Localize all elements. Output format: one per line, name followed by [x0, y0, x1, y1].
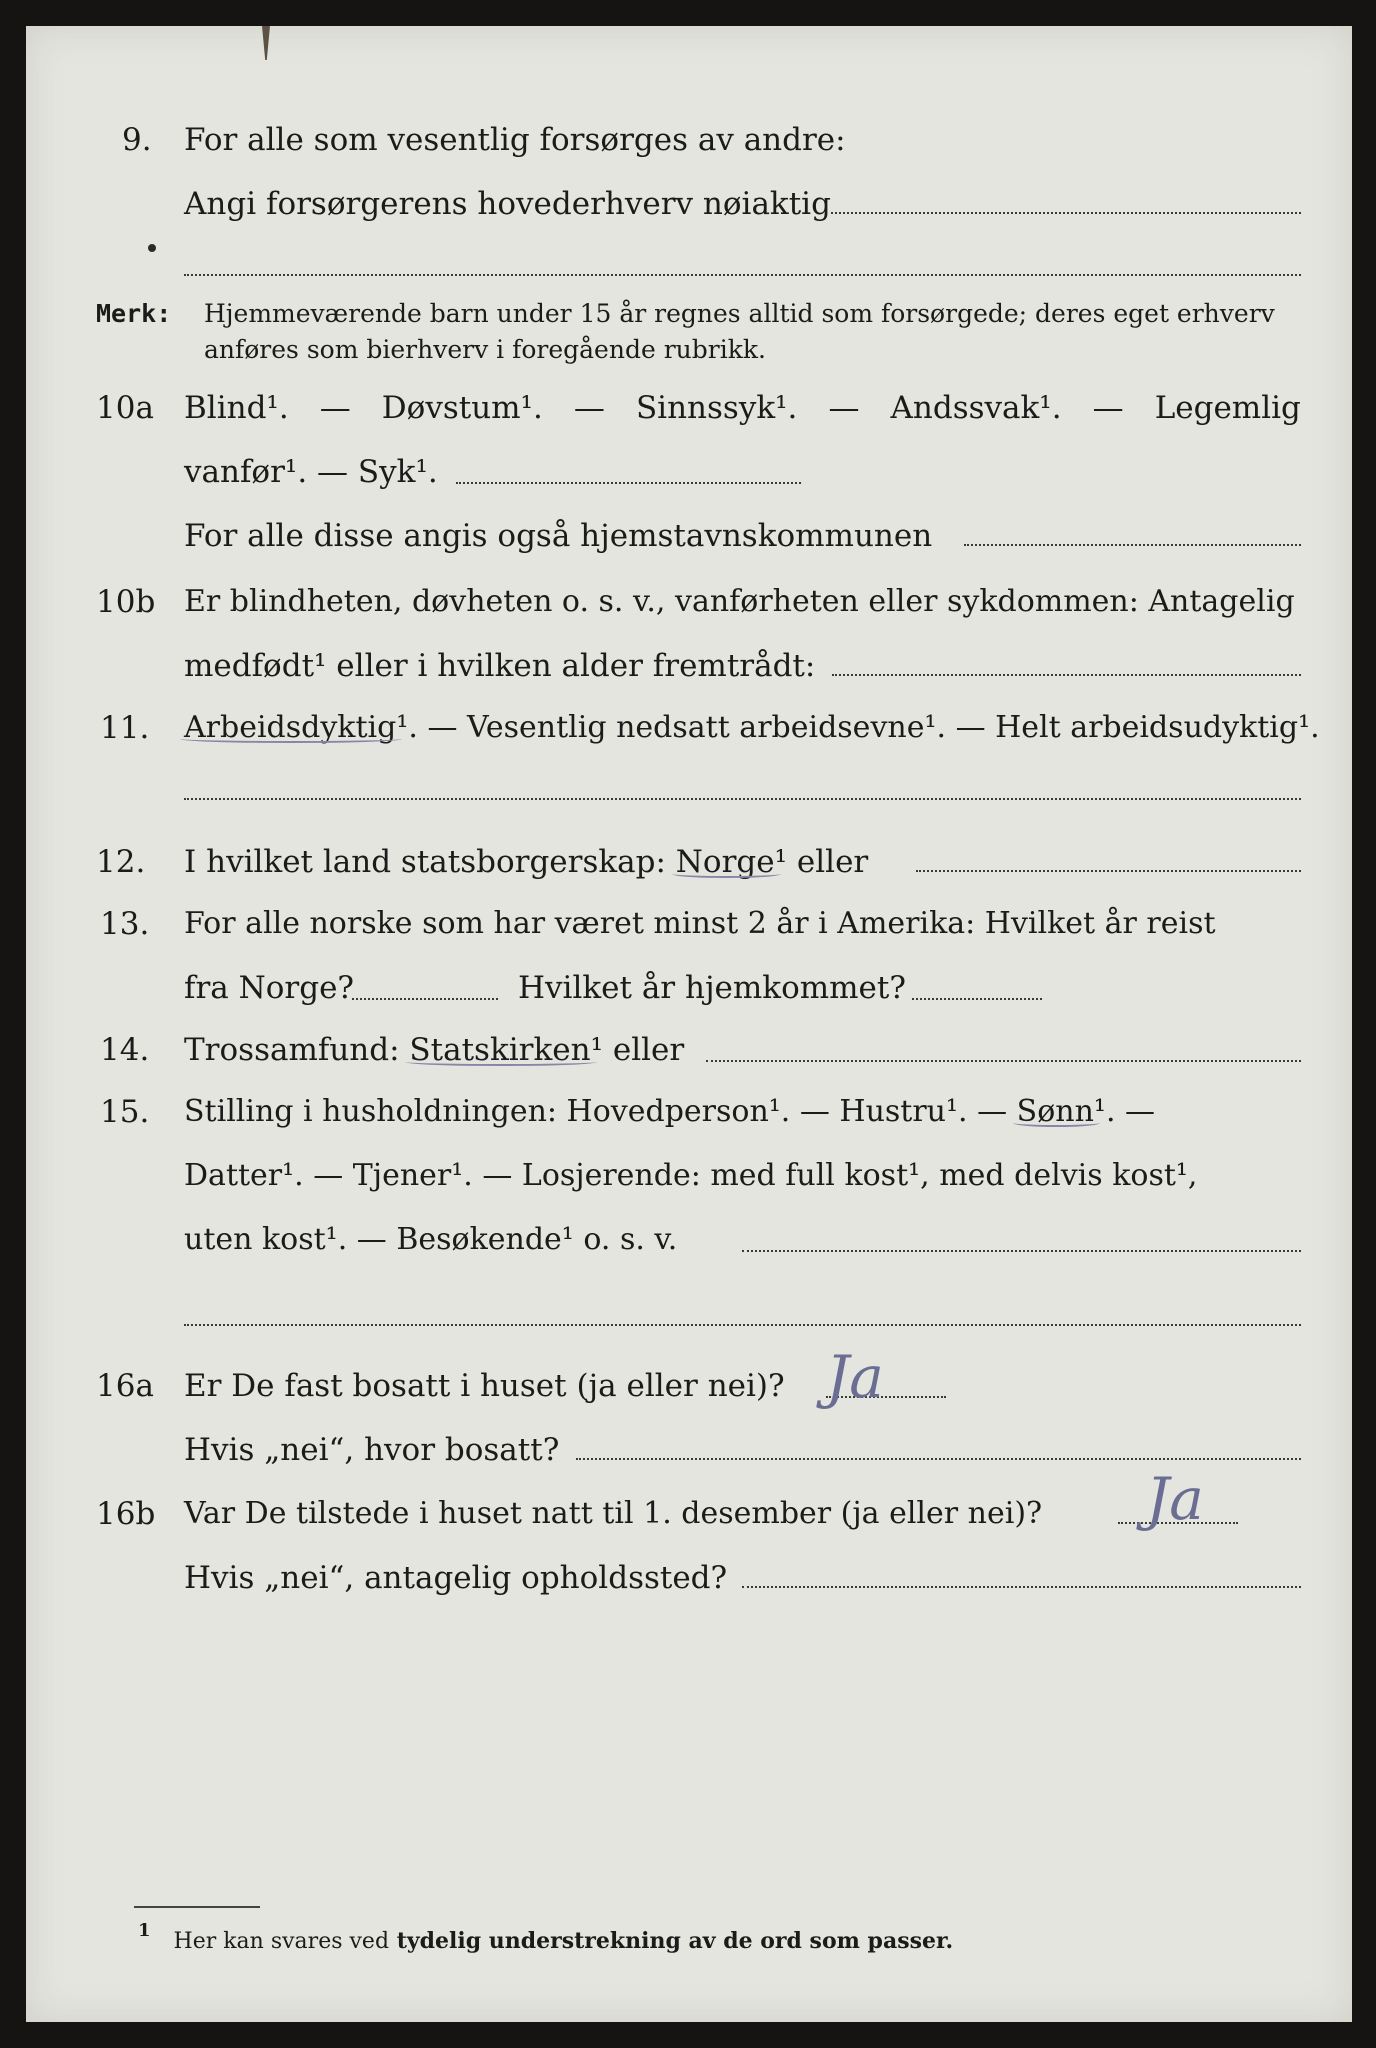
q10b-line1: Er blindheten, døvheten o. s. v., vanførheten eller sykdommen: Antagelig [184, 584, 1295, 619]
q10a-hjemstavn-line[interactable] [964, 544, 1301, 546]
merk-label: Merk: [96, 299, 172, 328]
q14-lead: Trossamfund: [184, 1032, 400, 1068]
q10b-answer-line[interactable] [832, 674, 1301, 676]
q15-line1-trail: ¹. — [1093, 1094, 1156, 1129]
q16b-line2: Hvis „nei“, antagelig opholdssted? [184, 1560, 728, 1596]
q13-number: 13. [100, 906, 150, 942]
footnote-text-light: Her kan svares ved [173, 1929, 390, 1954]
merk-line2: anføres som bierhverv i foregående rubrikk. [204, 335, 766, 364]
dash: — [319, 390, 351, 426]
q11-number: 11. [100, 710, 150, 746]
q10a-line2: vanfør¹. — Syk¹. [184, 454, 438, 490]
q16a-handwritten-answer: Ja [826, 1343, 884, 1411]
q16b-handwritten-answer: Ja [1146, 1465, 1204, 1533]
q10a-line3: For alle disse angis også hjemstavnskommunen [184, 518, 933, 554]
q16b-number: 16b [96, 1496, 156, 1532]
q13-line1: For alle norske som har været minst 2 år i Amerika: Hvilket år reist [184, 906, 1216, 941]
q16a-bosatt-line[interactable] [576, 1458, 1301, 1460]
q10b-number: 10b [96, 584, 156, 620]
opt-andssvak[interactable]: Andssvak¹. [890, 390, 1062, 426]
q12-line [184, 838, 868, 886]
q9-number: 9. [122, 122, 152, 158]
q11-rest: ¹. — Vesentlig nedsatt arbeidsevne¹. — Helt arbeidsudyktig¹. [396, 710, 1320, 745]
ink-dot [148, 244, 156, 252]
dash: — [573, 390, 605, 426]
census-form-page [26, 26, 1352, 2022]
merk-line1: Hjemmeværende barn under 15 år regnes alltid som forsørgede; deres eget erhverv [204, 299, 1275, 328]
q16b-line1: Var De tilstede i huset natt til 1. desember (ja eller nei)? [184, 1496, 1043, 1531]
q15-line2: Datter¹. — Tjener¹. — Losjerende: med full kost¹, med delvis kost¹, [184, 1158, 1198, 1193]
q15-number: 15. [100, 1094, 150, 1130]
q16a-line2: Hvis „nei“, hvor bosatt? [184, 1432, 560, 1468]
q15-line1-lead: Stilling i husholdningen: Hovedperson¹. — Hustru¹. — [184, 1094, 1008, 1129]
q11-answer-line[interactable] [184, 798, 1301, 800]
q14-selected-option[interactable]: Statskirken [409, 1032, 591, 1068]
q12-lead: I hvilket land statsborgerskap: [184, 844, 666, 880]
q16a-line1: Er De fast bosatt i huset (ja eller nei)? [184, 1368, 785, 1404]
q9-answer-line-2[interactable] [184, 274, 1301, 276]
q13-hjemkommet-line[interactable] [912, 998, 1042, 1000]
q15-answer-line-2[interactable] [184, 1324, 1301, 1326]
q12-selected-option[interactable]: Norge [675, 844, 775, 880]
q13-line2b: Hvilket år hjemkommet? [518, 970, 906, 1006]
q12-trail: ¹ eller [774, 844, 869, 880]
dash: — [1092, 390, 1124, 426]
q13-line2a: fra Norge? [184, 970, 355, 1006]
pin-mark [262, 26, 270, 60]
footnote-text-bold: tydelig understrekning av de ord som passer. [396, 1928, 954, 1954]
q15-selected-option[interactable]: Sønn [1016, 1094, 1094, 1129]
q13-reist-line[interactable] [352, 998, 498, 1000]
footnote-marker: 1 [138, 1920, 151, 1941]
q9-line1: For alle som vesentlig forsørges av andre: [184, 122, 846, 158]
q11-line [184, 704, 1320, 752]
q9-answer-line[interactable] [831, 212, 1301, 214]
q15-line3: uten kost¹. — Besøkende¹ o. s. v. [184, 1222, 678, 1257]
opt-sinnssyk[interactable]: Sinnssyk¹. [635, 390, 798, 426]
q10a-line1 [184, 384, 1301, 432]
q15-answer-line[interactable] [742, 1250, 1301, 1252]
q15-line1 [184, 1088, 1155, 1136]
footnote [138, 1920, 954, 1957]
opt-legemlig[interactable]: Legemlig [1154, 390, 1301, 426]
q12-number: 12. [96, 844, 146, 880]
opt-dovstum[interactable]: Døvstum¹. [381, 390, 543, 426]
q12-answer-line[interactable] [916, 870, 1301, 872]
q10b-line2: medfødt¹ eller i hvilken alder fremtrådt: [184, 648, 816, 684]
q16a-number: 16a [96, 1368, 154, 1404]
q11-selected-option[interactable]: Arbeidsdyktig [184, 710, 397, 745]
q16b-opholdssted-line[interactable] [742, 1586, 1301, 1588]
q14-answer-line[interactable] [706, 1060, 1301, 1062]
q10a-answer-line[interactable] [456, 482, 801, 484]
opt-blind[interactable]: Blind¹. [184, 390, 289, 426]
dash: — [828, 390, 860, 426]
q9-line2: Angi forsørgerens hovederhverv nøiaktig [184, 186, 831, 222]
q14-number: 14. [100, 1032, 150, 1068]
q10a-number: 10a [96, 390, 154, 426]
footnote-rule [134, 1906, 260, 1908]
q14-trail: ¹ eller [590, 1032, 685, 1068]
q14-line [184, 1026, 684, 1074]
